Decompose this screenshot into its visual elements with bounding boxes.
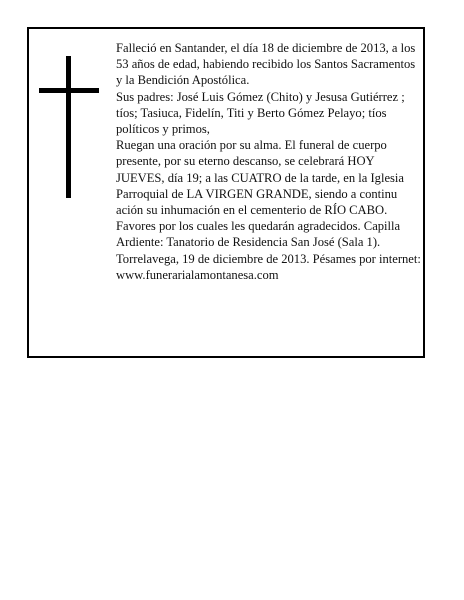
location-date-contact: Torrelavega, 19 de diciembre de 2013. Pésames por internet: www.funerarialamontanesa.com xyxy=(116,251,421,282)
cross-icon xyxy=(39,56,99,198)
obituary-notice xyxy=(27,27,425,358)
family-members: Sus padres: José Luis Gómez (Chito) y Jesusa Gutiérrez ; tíos; Tasiuca, Fidelín, Titi y Berto Gómez Pelayo; tíos políticos y primos, xyxy=(116,89,405,137)
cross-horizontal-bar xyxy=(39,88,99,93)
death-announcement: Falleció en Santander, el día 18 de diciembre de 2013, a los 53 años de edad, habiendo recibido los Santos Sacramentos y la Bendición Apostólica. xyxy=(116,41,416,88)
funeral-details: Ruegan una oración por su alma. El funeral de cuerpo presente, por su eterno descanso, se celebrará HOY JUEVES, día 19; a las CUATRO de la tarde, en la Iglesia Parroquial de LA VIRGEN GRANDE, siendo a continu ación su inhumación en el cementerio de RÍO CABO. Favores por los cuales les quedarán agradecidos. Capilla Ardiente: Tanatorio de Residencia San José (Sala 1). xyxy=(116,138,404,250)
obituary-text xyxy=(116,40,424,283)
cross-vertical-bar xyxy=(66,56,71,198)
